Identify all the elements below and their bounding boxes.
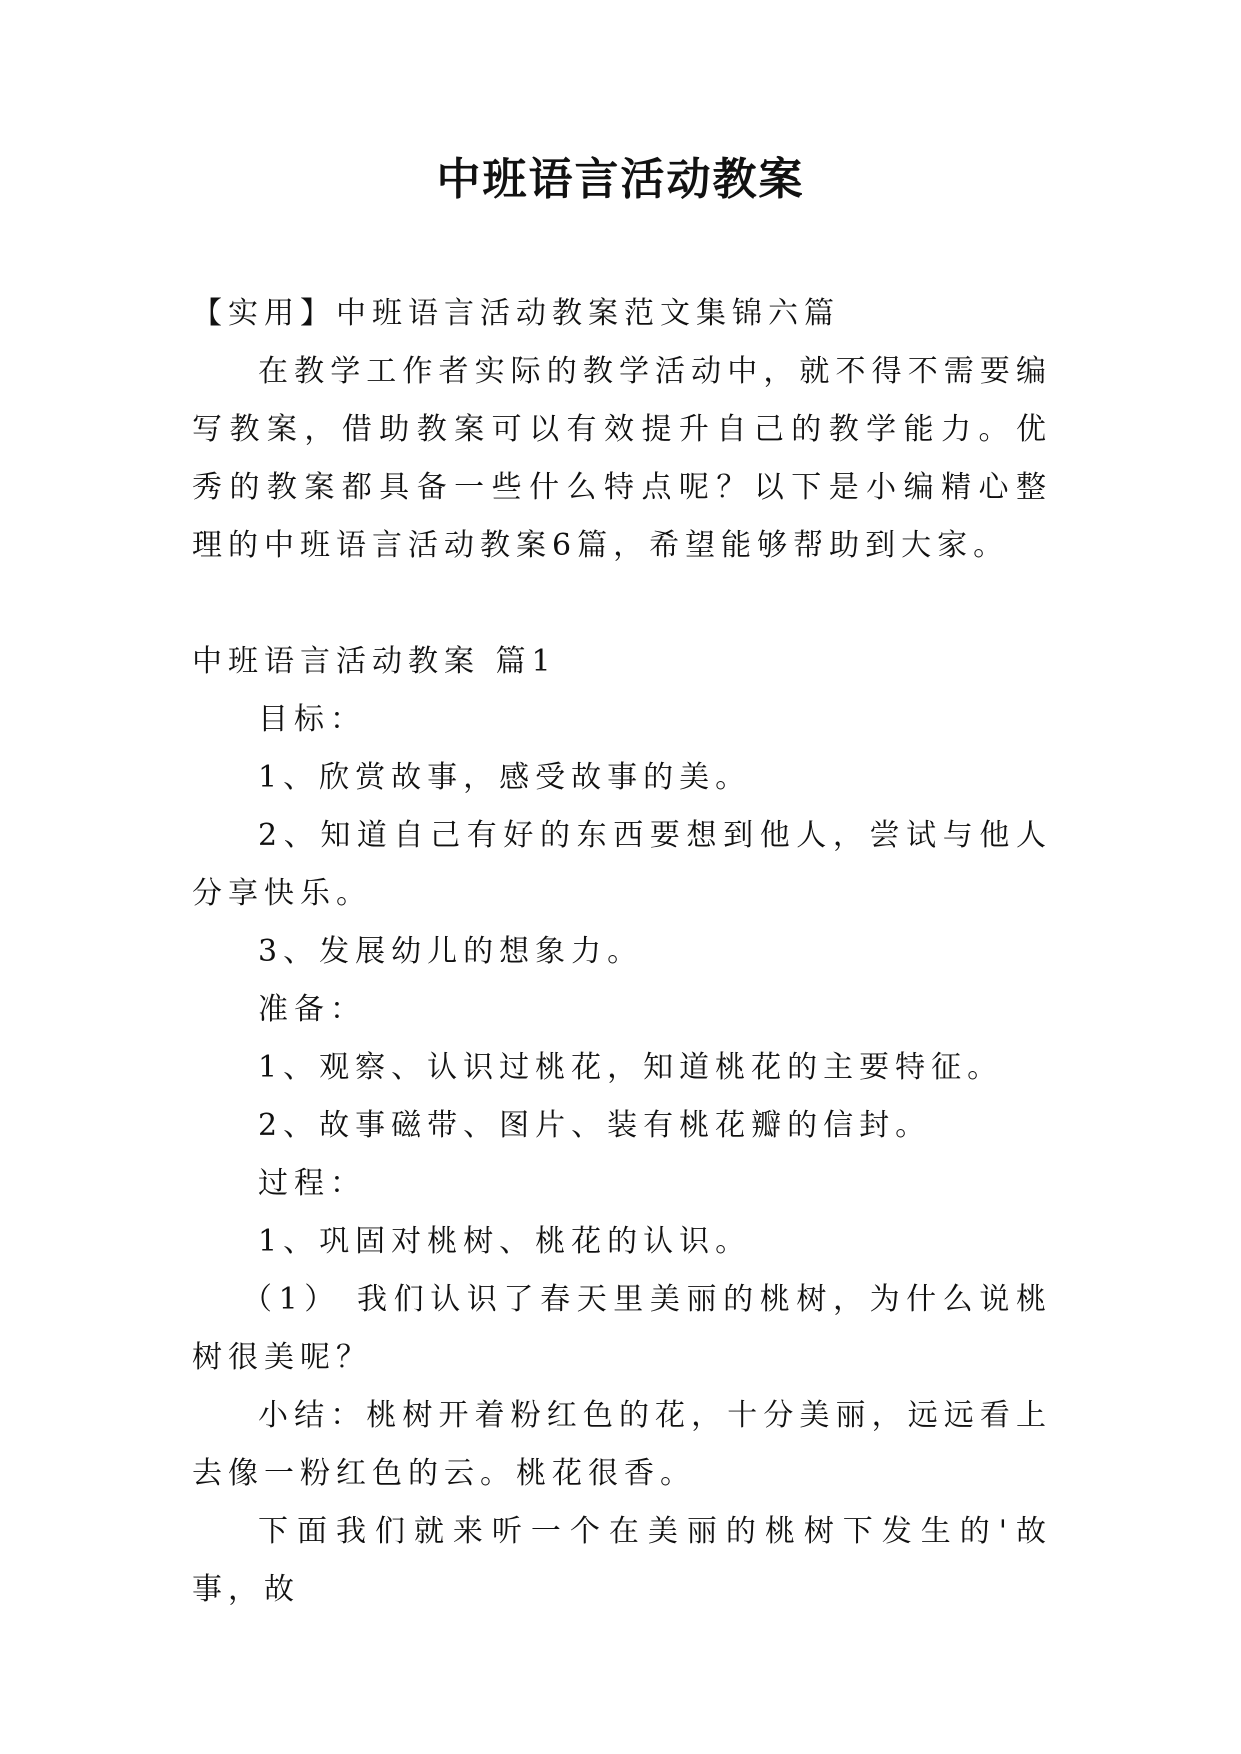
- paragraph-gap: [192, 575, 1052, 633]
- page-title: 中班语言活动教案: [436, 154, 805, 205]
- section-heading: 中班语言活动教案 篇1: [192, 644, 557, 679]
- goal-item: 3、发展幼儿的想象力。: [258, 934, 644, 969]
- goal-label: 目标：: [258, 702, 366, 737]
- goal-item: 1、欣赏故事，感受故事的美。: [258, 760, 752, 795]
- goal-item: 2、知道自己有好的东西要想到他人，尝试与他人分享快乐。: [192, 818, 1052, 911]
- intro-paragraph: 在教学工作者实际的教学活动中，就不得不需要编写教案，借助教案可以有效提升自己的教学能力。优秀的教案都具备一些什么特点呢？以下是小编精心整理的中班语言活动教案6篇，希望能够帮助到大家。: [192, 354, 1052, 563]
- process-label: 过程：: [258, 1166, 366, 1201]
- preparation-item: 2、故事磁带、图片、装有桃花瓣的信封。: [258, 1108, 932, 1143]
- preparation-label: 准备：: [258, 992, 366, 1027]
- preparation-item: 1、观察、认识过桃花，知道桃花的主要特征。: [258, 1050, 1004, 1085]
- process-subitem: （1） 我们认识了春天里美丽的桃树，为什么说桃树很美呢？: [192, 1282, 1052, 1375]
- document-body: [192, 285, 1052, 1619]
- document-subtitle: 【实用】中班语言活动教案范文集锦六篇: [192, 296, 840, 331]
- process-item: 1、巩固对桃树、桃花的认识。: [258, 1224, 752, 1259]
- summary-paragraph: 小结：桃树开着粉红色的花，十分美丽，远远看上去像一粉红色的云。桃花很香。: [192, 1398, 1052, 1491]
- body-paragraph: 下面我们就来听一个在美丽的桃树下发生的'故事，故: [192, 1514, 1052, 1607]
